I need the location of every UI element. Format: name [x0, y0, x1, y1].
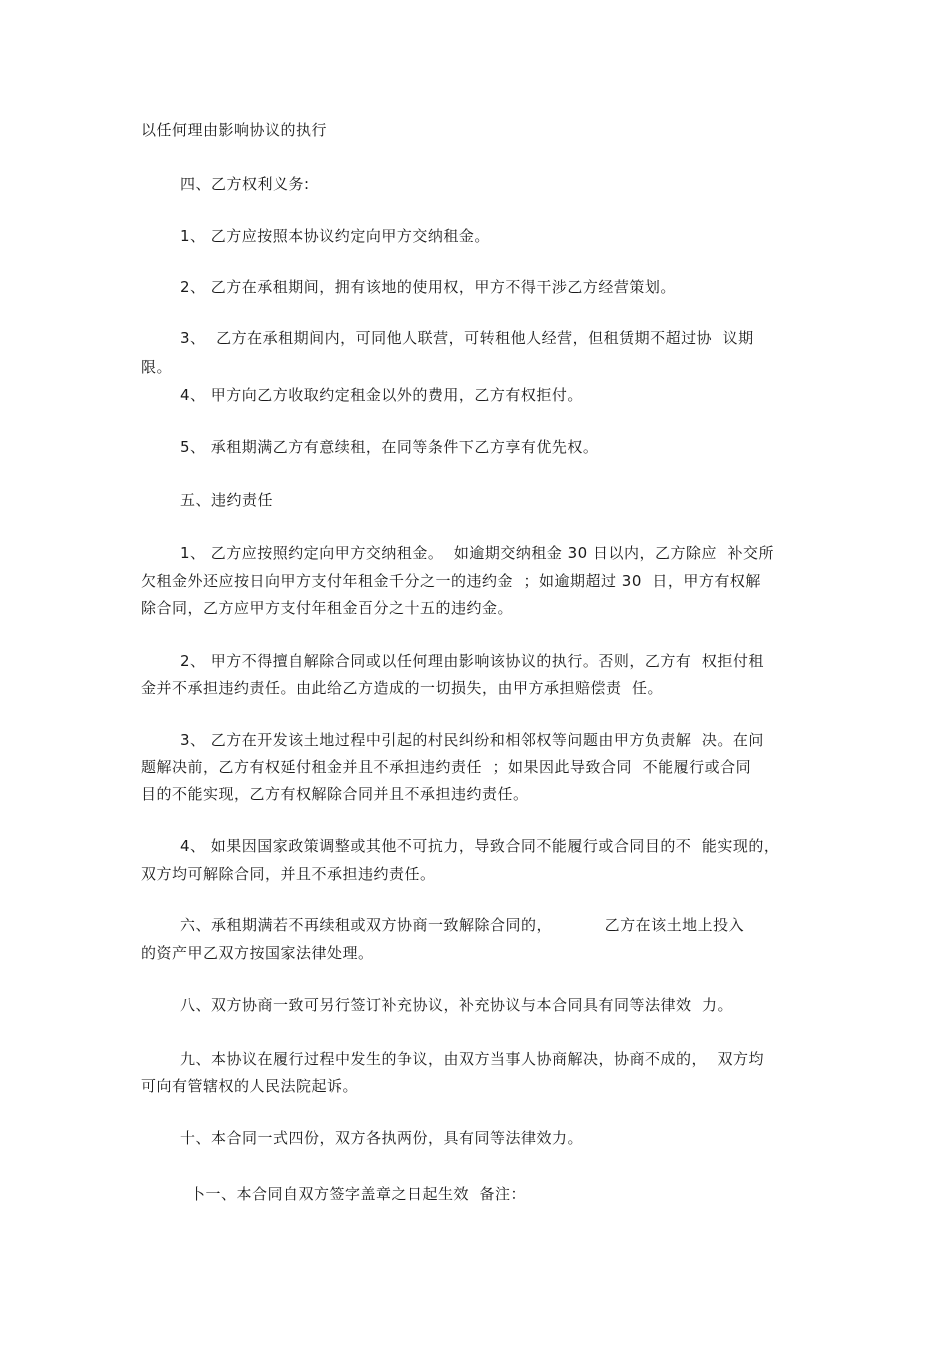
text-line: 4、 如果因国家政策调整或其他不可抗力，导致合同不能履行或合同目的不 能实现的，	[180, 837, 780, 855]
section-heading: 五、违约责任	[180, 491, 274, 509]
text-line: 欠租金外还应按日向甲方支付年租金千分之一的违约金 ；如逾期超过 30 日，甲方有权解	[141, 572, 761, 590]
text-line: 题解决前，乙方有权延付租金并且不承担违约责任 ；如果因此导致合同 不能履行或合同	[141, 758, 752, 776]
section-heading: 八、双方协商一致可另行签订补充协议，补充协议与本合同具有同等法律效 力。	[180, 996, 734, 1014]
section-heading: 六、承租期满若不再续租或双方协商一致解除合同的， 乙方在该土地上投入	[180, 916, 745, 934]
text-line: 2、 甲方不得擅自解除合同或以任何理由影响该协议的执行。否则，乙方有 权拒付租	[180, 652, 764, 670]
text-line: 目的不能实现，乙方有权解除合同并且不承担违约责任。	[141, 785, 529, 803]
text-line: 5、 承租期满乙方有意续租，在同等条件下乙方享有优先权。	[180, 438, 599, 456]
text-line: 2、 乙方在承租期间，拥有该地的使用权，甲方不得干涉乙方经营策划。	[180, 278, 676, 296]
text-line: 金并不承担违约责任。由此给乙方造成的一切损失，由甲方承担赔偿责 任。	[141, 679, 664, 697]
section-heading: 九、本协议在履行过程中发生的争议，由双方当事人协商解决，协商不成的， 双方均	[180, 1050, 765, 1068]
text-line: 3、 乙方在承租期间内，可同他人联营，可转租他人经营，但租赁期不超过协 议期	[180, 329, 754, 347]
text-line: 4、 甲方向乙方收取约定租金以外的费用，乙方有权拒付。	[180, 386, 583, 404]
text-line: 除合同，乙方应甲方支付年租金百分之十五的违约金。	[141, 599, 514, 617]
section-heading: 十、本合同一式四份，双方各执两份，具有同等法律效力。	[180, 1129, 584, 1147]
text-line: 的资产甲乙双方按国家法律处理。	[141, 944, 374, 962]
text-line: 以任何理由影响协议的执行	[141, 121, 328, 139]
text-line: 可向有管辖权的人民法院起诉。	[141, 1077, 359, 1095]
text-line: 双方均可解除合同，并且不承担违约责任。	[141, 865, 436, 883]
section-heading: 四、乙方权利义务:	[180, 175, 310, 193]
text-line: 3、 乙方在开发该土地过程中引起的村民纠纷和相邻权等问题由甲方负责解 决。在问	[180, 731, 764, 749]
text-line: 1、 乙方应按照约定向甲方交纳租金。 如逾期交纳租金 30 日以内，乙方除应 补交所	[180, 544, 775, 562]
section-heading: 卜一、本合同自双方签字盖章之日起生效 备注：	[190, 1185, 527, 1203]
text-line: 1、 乙方应按照本协议约定向甲方交纳租金。	[180, 227, 490, 245]
text-line: 限。	[141, 358, 173, 376]
